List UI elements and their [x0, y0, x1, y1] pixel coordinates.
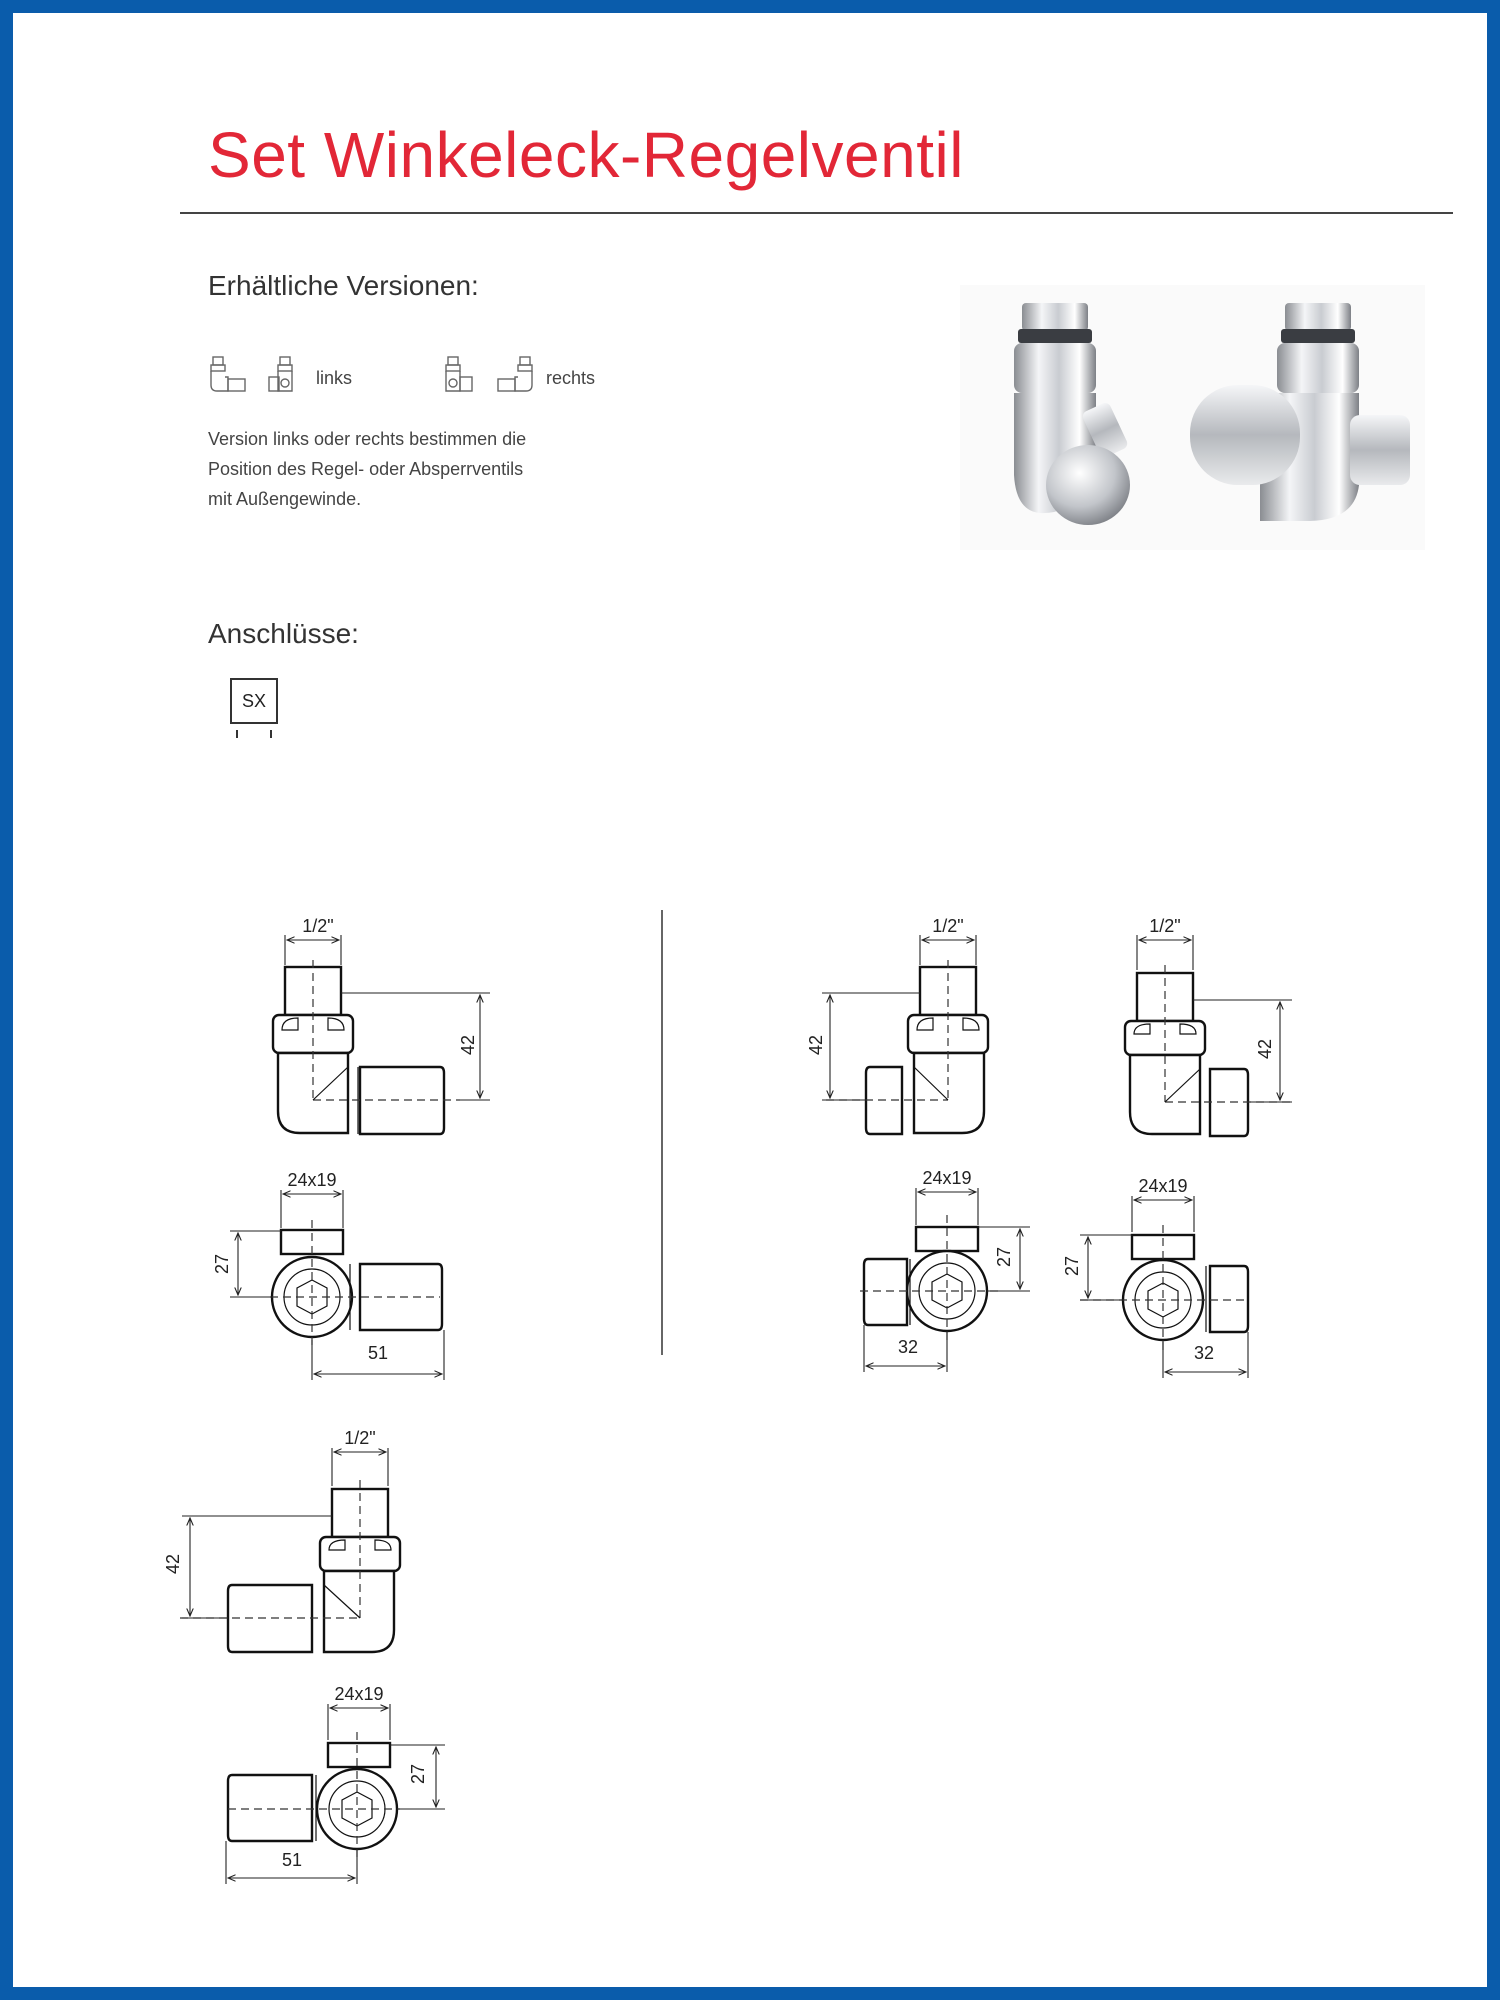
drawing-bottom-front [180, 1448, 400, 1652]
dim-thread: 1/2" [302, 916, 334, 936]
dim-thread: 1/2" [932, 916, 964, 936]
description-line: Version links oder rechts bestimmen die [208, 429, 527, 449]
dim-depth: 27 [212, 1253, 232, 1275]
dim-hex: 24x19 [334, 1684, 384, 1704]
dim-hex: 24x19 [1138, 1176, 1188, 1196]
dim-thread: 1/2" [344, 1428, 376, 1448]
dim-height: 42 [163, 1553, 183, 1575]
page-title: Set Winkeleck-Regelventil [208, 119, 964, 191]
drawing-bottom-bottom [226, 1704, 445, 1884]
connections-heading: Anschlüsse: [208, 618, 359, 649]
versions-heading: Erhältliche Versionen: [208, 270, 479, 301]
dim-length: 51 [281, 1850, 303, 1870]
dim-height: 42 [1255, 1038, 1275, 1060]
description-line: mit Außengewinde. [208, 489, 362, 509]
dim-length: 32 [897, 1337, 919, 1357]
dim-height: 42 [458, 1034, 478, 1056]
description-line: Position des Regel- oder Absperrventils [208, 459, 524, 479]
dim-length: 51 [367, 1343, 389, 1363]
drawing-right-bottom [1080, 1196, 1248, 1378]
dim-depth: 27 [1062, 1255, 1082, 1277]
drawing-left-bottom [230, 1190, 444, 1380]
dim-depth: 27 [408, 1763, 428, 1785]
drawing-left-front [273, 935, 490, 1134]
version-left-label: links [316, 368, 353, 388]
dim-height: 42 [806, 1034, 826, 1056]
dim-hex: 24x19 [922, 1168, 972, 1188]
drawing-middle-front [822, 935, 988, 1134]
dim-hex: 24x19 [287, 1170, 337, 1190]
dim-depth: 27 [994, 1246, 1014, 1268]
dim-thread: 1/2" [1149, 916, 1181, 936]
drawing-middle-bottom [860, 1188, 1030, 1372]
dim-length: 32 [1193, 1343, 1215, 1363]
drawing-right-front [1125, 935, 1292, 1136]
connection-sx-badge: SX [230, 678, 278, 724]
version-right-label: rechts [546, 368, 596, 388]
